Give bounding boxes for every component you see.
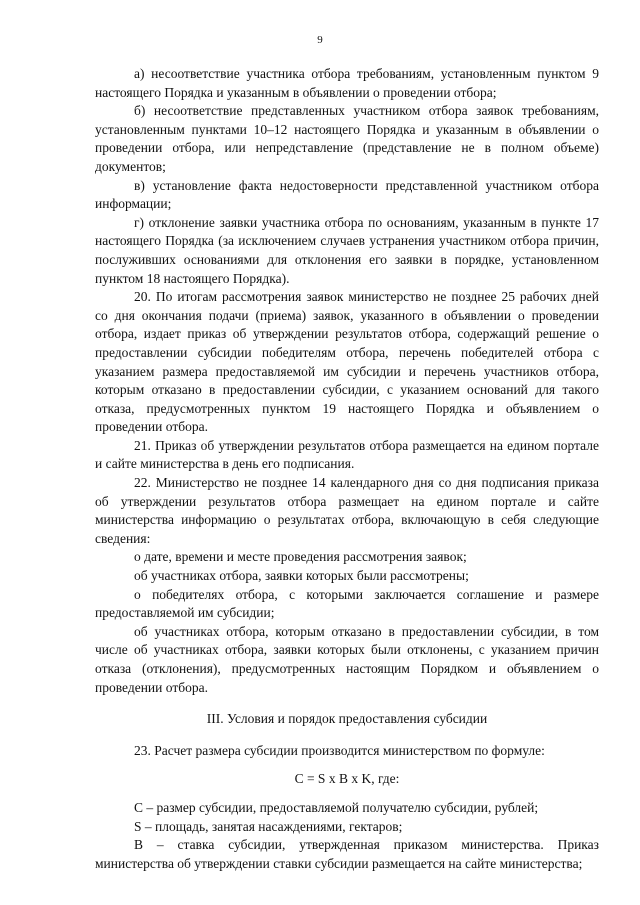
- document-body: [95, 65, 599, 873]
- page-number: 9: [317, 34, 323, 46]
- definition-s: S – площадь, занятая насаждениями, гектаров;: [134, 818, 403, 834]
- formula: C = S x B x K, где:: [294, 771, 400, 787]
- definition-b: В – ставка субсидии, утвержденная приказом министерства. Приказ министерства об утверждении ставки субсидии размещается на сайте министерства;: [95, 837, 599, 871]
- paragraph-22-item-2: об участниках отбора, заявки которых были рассмотрены;: [134, 568, 469, 584]
- paragraph-19b: б) несоответствие представленных участником отбора заявок требованиям, установленным пунктами 10–12 настоящего Порядка и указанным в объявлении о проведении отбора, или непредставление (представление не в полном объеме) документов;: [95, 103, 599, 174]
- section-heading: III. Условия и порядок предоставления субсидии: [206, 711, 488, 727]
- paragraph-19g: г) отклонение заявки участника отбора по основаниям, указанным в пункте 17 настоящего Порядка (за исключением случаев устранения участником отбора причин, послуживших основаниями для отклонения его заявки в порядке, установленном пунктом 18 настоящего Порядка).: [95, 214, 599, 286]
- paragraph-22: 22. Министерство не позднее 14 календарного дня со дня подписания приказа об утверждении результатов отбора размещает на едином портале и сайте министерства информацию о результатах отбора, включающую в себя следующие сведения:: [95, 475, 599, 546]
- paragraph-19v: в) установление факта недостоверности представленной участником отбора информации;: [95, 177, 599, 212]
- paragraph-22-item-1: о дате, времени и месте проведения рассмотрения заявок;: [134, 549, 467, 565]
- definition-c: С – размер субсидии, предоставляемой получателю субсидии, рублей;: [134, 799, 539, 815]
- paragraph-20: 20. По итогам рассмотрения заявок министерство не позднее 25 рабочих дней со дня окончания подачи (приема) заявок, указанного в объявлении о проведении отбора, издает приказ об утверждении результатов отбора, содержащий решение о предоставлении субсидии победителям отбора, перечень победителей отбора с указанием размера предоставляемой им субсидии и перечень участников отбора, которым отказано в предоставлении субсидии, с указанием оснований для такого отказа, предусмотренных пунктом 19 настоящего Порядка и объявлением о проведении отбора.: [95, 289, 599, 435]
- paragraph-22-item-4: об участниках отбора, которым отказано в предоставлении субсидии, в том числе об участниках отбора, заявки которых были отклонены, с указанием причин отказа (отклонения), предусмотренных настоящим Порядком и объявлением о проведении отбора.: [95, 623, 599, 695]
- paragraph-22-item-3: о победителях отбора, с которыми заключается соглашение и размере предоставляемой им субсидии;: [95, 586, 599, 621]
- paragraph-23: 23. Расчет размера субсидии производится министерством по формуле:: [134, 742, 545, 758]
- paragraph-21: 21. Приказ об утверждении результатов отбора размещается на едином портале и сайте министерства в день его подписания.: [95, 437, 599, 472]
- paragraph-19a: а) несоответствие участника отбора требованиям, установленным пунктом 9 настоящего Порядка и указанным в объявлении о проведении отбора;: [95, 66, 599, 100]
